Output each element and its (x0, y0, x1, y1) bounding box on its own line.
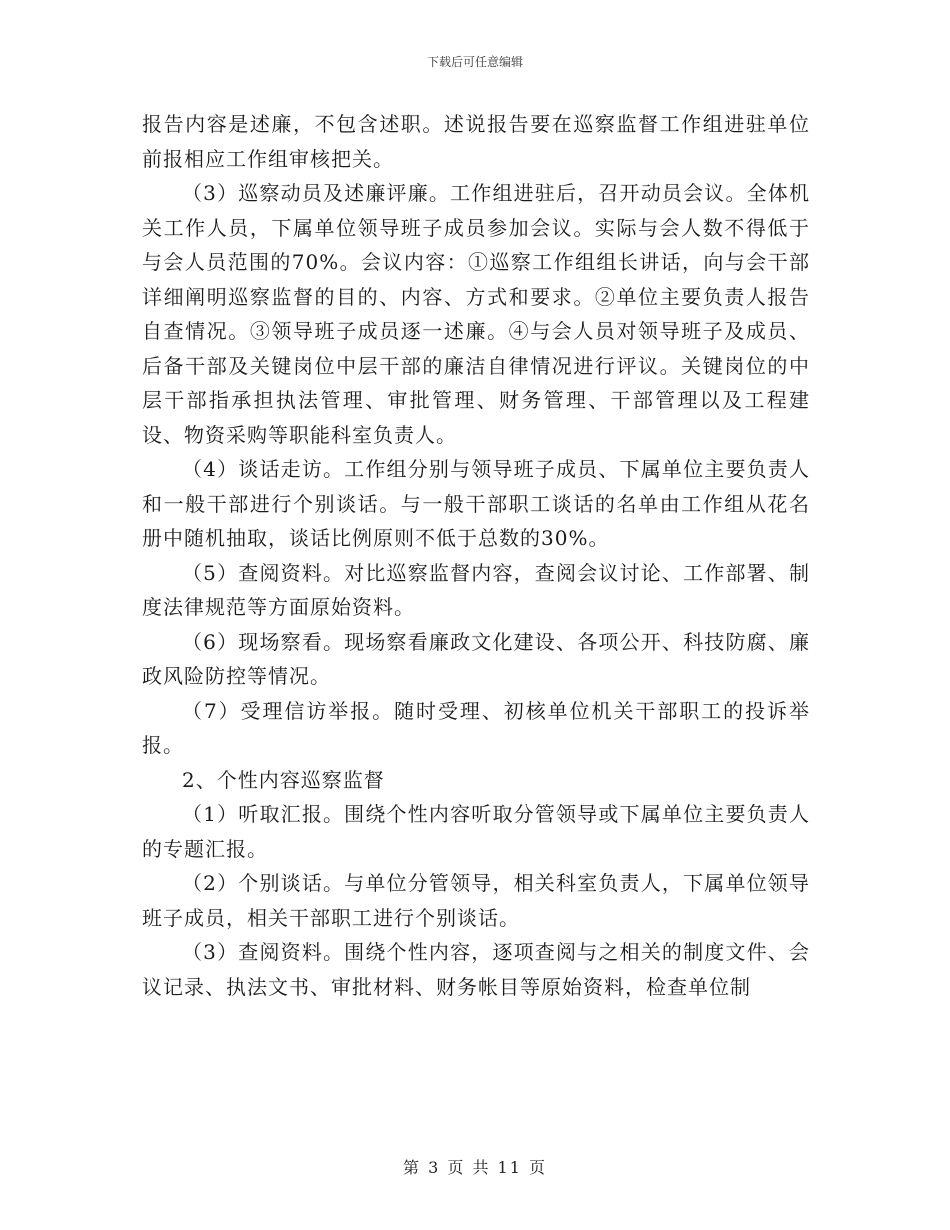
paragraph: （7）受理信访举报。随时受理、初核单位机关干部职工的投诉举报。 (142, 698, 810, 757)
section-heading: 2、个性内容巡察监督 (182, 767, 385, 792)
paragraph: （4）谈话走访。工作组分别与领导班子成员、下属单位主要负责人和一般干部进行个别谈话。与一般干部职工谈话的名单由工作组从花名册中随机抽取，谈话比例原则不低于总数的30%。 (142, 457, 810, 550)
paragraph: （2）个别谈话。与单位分管领导，相关科室负责人，下属单位领导班子成员，相关干部职工进行个别谈话。 (142, 871, 810, 930)
paragraph: （3）查阅资料。围绕个性内容，逐项查阅与之相关的制度文件、会议记录、执法文书、审批材料、财务帐目等原始资料，检查单位制 (142, 940, 810, 999)
paragraph: （6）现场察看。现场察看廉政文化建设、各项公开、科技防腐、廉政风险防控等情况。 (142, 629, 810, 688)
paragraph: （1）听取汇报。围绕个性内容听取分管领导或下属单位主要负责人的专题汇报。 (142, 802, 810, 861)
page-number: 第 3 页 共 11 页 (403, 1158, 547, 1177)
paragraph: 报告内容是述廉，不包含述职。述说报告要在巡察监督工作组进驻单位前报相应工作组审核把关。 (142, 112, 810, 171)
paragraph: （5）查阅资料。对比巡察监督内容，查阅会议讨论、工作部署、制度法律规范等方面原始资料。 (142, 560, 810, 619)
page-header-note: 下载后可任意编辑 (426, 55, 523, 69)
document-body (142, 107, 810, 1004)
paragraph: （3）巡察动员及述廉评廉。工作组进驻后，召开动员会议。全体机关工作人员，下属单位领导班子成员参加会议。实际与会人数不得低于与会人员范围的70%。会议内容：①巡察工作组组长讲话，向与会干部详细阐明巡察监督的目的、内容、方式和要求。②单位主要负责人报告自查情况。③领导班子成员逐一述廉。④与会人员对领导班子及成员、后备干部及关键岗位中层干部的廉洁自律情况进行评议。关键岗位的中层干部指承担执法管理、审批管理、财务管理、干部管理以及工程建设、物资采购等职能科室负责人。 (142, 181, 810, 447)
